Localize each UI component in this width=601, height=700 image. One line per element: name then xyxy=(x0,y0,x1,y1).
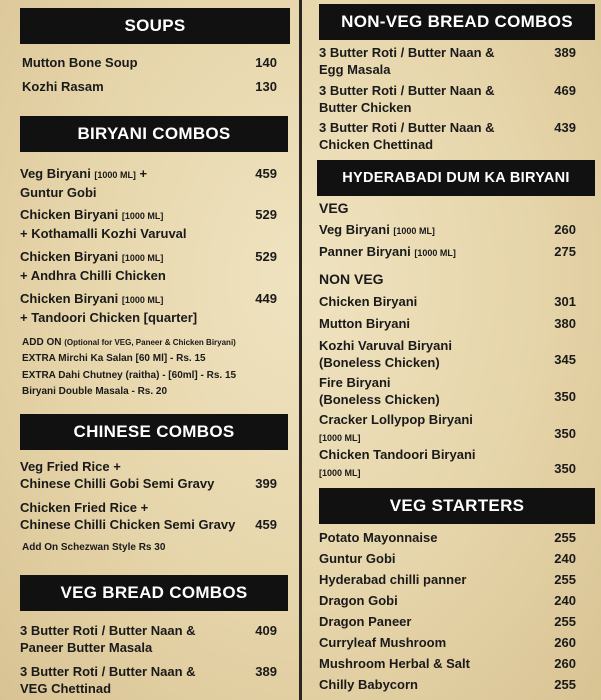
item-price: 345 xyxy=(554,352,576,367)
menu-item xyxy=(319,82,576,116)
item-price: 240 xyxy=(554,593,576,608)
item-name: Chicken Biryani xyxy=(319,294,418,309)
item-name: Chicken Fried Rice + Chinese Chilli Chicken Semi Gravy xyxy=(20,500,236,532)
item-price: 389 xyxy=(255,664,277,679)
addon-item: Biryani Double Masala - Rs. 20 xyxy=(22,386,168,397)
chinese-addon-note: Add On Schezwan Style Rs 30 xyxy=(22,542,166,553)
menu-item xyxy=(20,622,277,656)
item-price: 439 xyxy=(554,120,576,135)
item-price: 301 xyxy=(554,294,576,309)
menu-item xyxy=(319,44,576,78)
menu-item xyxy=(20,248,277,282)
item-price: 399 xyxy=(255,476,277,491)
item-price: 260 xyxy=(554,222,576,237)
menu-item xyxy=(20,663,277,697)
soups-header: SOUPS xyxy=(20,8,290,44)
item-name: 3 Butter Roti / Butter Naan & VEG Chettinad xyxy=(20,664,196,696)
item-price: 140 xyxy=(255,55,277,70)
item-name: Chicken Biryani [1000 ML] + Tandoori Chicken [quarter] xyxy=(20,291,198,325)
item-name: Chilly Babycorn xyxy=(319,677,418,692)
item-name: 3 Butter Roti / Butter Naan & Paneer Butter Masala xyxy=(20,623,196,655)
addon-heading: ADD ON (Optional for VEG, Paneer & Chicken Biryani) xyxy=(22,337,236,348)
item-name: Hyderabad chilli panner xyxy=(319,572,467,587)
item-name: Cracker Lollypop Biryani [1000 ML] xyxy=(319,412,473,443)
item-name: Chicken Biryani [1000 ML] + Andhra Chilli Chicken xyxy=(20,249,166,283)
item-price: 255 xyxy=(554,530,576,545)
item-price: 255 xyxy=(554,572,576,587)
item-price: 350 xyxy=(554,461,576,476)
menu-item xyxy=(319,446,576,480)
item-price: 409 xyxy=(255,623,277,638)
item-price: 459 xyxy=(255,517,277,532)
item-name: Dragon Gobi xyxy=(319,593,398,608)
item-name: Potato Mayonnaise xyxy=(319,530,438,545)
menu-item xyxy=(20,165,277,199)
addon-item: EXTRA Mirchi Ka Salan [60 Ml] - Rs. 15 xyxy=(22,353,206,364)
item-price: 529 xyxy=(255,207,277,222)
addon-item: EXTRA Dahi Chutney (raitha) - [60ml] - Rs. 15 xyxy=(22,370,237,381)
item-price: 240 xyxy=(554,551,576,566)
item-name: Mutton Biryani xyxy=(319,316,410,331)
item-name: Chicken Biryani [1000 ML] + Kothamalli Kozhi Varuval xyxy=(20,207,187,241)
nonveg-subheading: NON VEG xyxy=(319,271,384,287)
right-column xyxy=(302,0,601,700)
item-price: 275 xyxy=(554,244,576,259)
item-price: 260 xyxy=(554,656,576,671)
item-name: 3 Butter Roti / Butter Naan & Butter Chicken xyxy=(319,83,495,115)
item-name: Curryleaf Mushroom xyxy=(319,635,447,650)
menu-item xyxy=(319,411,576,445)
item-price: 130 xyxy=(255,79,277,94)
menu-item xyxy=(20,290,277,324)
item-price: 529 xyxy=(255,249,277,264)
item-name: Veg Fried Rice + Chinese Chilli Gobi Semi Gravy xyxy=(20,459,215,491)
veg-bread-combos-header: VEG BREAD COMBOS xyxy=(20,575,288,611)
item-price: 459 xyxy=(255,166,277,181)
item-name: Panner Biryani [1000 ML] xyxy=(319,244,456,259)
item-price: 449 xyxy=(255,291,277,306)
item-name: Mushroom Herbal & Salt xyxy=(319,656,470,671)
menu-item xyxy=(20,206,277,240)
nonveg-bread-combos-header: NON-VEG BREAD COMBOS xyxy=(319,4,595,40)
item-name: Dragon Paneer xyxy=(319,614,412,629)
item-name: Mutton Bone Soup xyxy=(22,55,138,70)
item-price: 469 xyxy=(554,83,576,98)
biryani-combos-header: BIRYANI COMBOS xyxy=(20,116,288,152)
item-name: 3 Butter Roti / Butter Naan & Chicken Chettinad xyxy=(319,120,495,152)
item-name: Veg Biryani [1000 ML] + Guntur Gobi xyxy=(20,166,148,200)
item-price: 350 xyxy=(554,389,576,404)
item-name: Fire Biryani (Boneless Chicken) xyxy=(319,375,440,407)
item-price: 255 xyxy=(554,677,576,692)
veg-starters-header: VEG STARTERS xyxy=(319,488,595,524)
menu-item xyxy=(20,458,277,492)
veg-subheading: VEG xyxy=(319,200,349,216)
item-name: Guntur Gobi xyxy=(319,551,396,566)
item-price: 389 xyxy=(554,45,576,60)
hyderabadi-biryani-header: HYDERABADI DUM KA BIRYANI xyxy=(317,160,595,196)
menu-item xyxy=(319,119,576,153)
chinese-combos-header: CHINESE COMBOS xyxy=(20,414,288,450)
item-price: 260 xyxy=(554,635,576,650)
item-price: 380 xyxy=(554,316,576,331)
item-price: 255 xyxy=(554,614,576,629)
left-column xyxy=(0,0,299,700)
item-name: Veg Biryani [1000 ML] xyxy=(319,222,435,237)
item-name: 3 Butter Roti / Butter Naan & Egg Masala xyxy=(319,45,495,77)
menu-item xyxy=(319,337,576,371)
menu-item xyxy=(20,499,277,533)
item-name: Kozhi Rasam xyxy=(22,79,104,94)
item-name: Chicken Tandoori Biryani [1000 ML] xyxy=(319,447,476,478)
item-name: Kozhi Varuval Biryani (Boneless Chicken) xyxy=(319,338,452,370)
menu-item xyxy=(319,374,576,408)
item-price: 350 xyxy=(554,426,576,441)
